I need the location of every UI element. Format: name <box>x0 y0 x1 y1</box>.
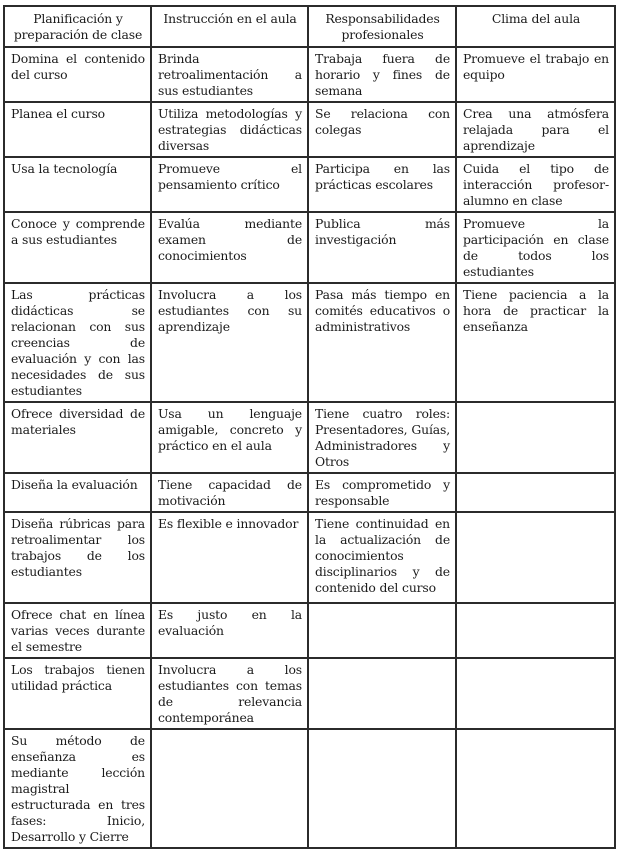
table-cell-empty <box>456 473 615 512</box>
table-cell: Publica más investigación <box>308 212 456 283</box>
header-clima: Clima del aula <box>456 6 615 47</box>
table-cell: Crea una atmósfera relajada para el aprendizaje <box>456 102 615 157</box>
table-cell: Usa un lenguaje amigable, concreto y práctico en el aula <box>151 402 308 473</box>
table-cell: Evalúa mediante examen de conocimientos <box>151 212 308 283</box>
table-cell: Utiliza metodologías y estrategias didácticas diversas <box>151 102 308 157</box>
table-cell: Tiene cuatro roles: Presentadores, Guías, Administradores y Otros <box>308 402 456 473</box>
table-row <box>4 102 615 157</box>
table-cell: Pasa más tiempo en comités educativos o administrativos <box>308 283 456 402</box>
table-cell: Tiene paciencia a la hora de practicar la enseñanza <box>456 283 615 402</box>
table-cell-empty <box>456 603 615 658</box>
table-cell: Es flexible e innovador <box>151 512 308 603</box>
table-cell: Domina el contenido del curso <box>4 47 151 102</box>
table-row <box>4 212 615 283</box>
table-cell: Promueve el pensamiento crítico <box>151 157 308 212</box>
table-cell: Promueve la participación en clase de todos los estudiantes <box>456 212 615 283</box>
table-cell: Diseña la evaluación <box>4 473 151 512</box>
table-cell: Tiene capacidad de motivación <box>151 473 308 512</box>
table-cell: Involucra a los estudiantes con su aprendizaje <box>151 283 308 402</box>
table-row <box>4 157 615 212</box>
table-cell: Trabaja fuera de horario y fines de semana <box>308 47 456 102</box>
table-cell: Promueve el trabajo en equipo <box>456 47 615 102</box>
table-cell: Brinda retroalimentación a sus estudiantes <box>151 47 308 102</box>
table-cell-empty <box>308 603 456 658</box>
header-planificacion: Planificación y preparación de clase <box>4 6 151 47</box>
table-row <box>4 283 615 402</box>
table-row <box>4 402 615 473</box>
table-cell: Planea el curso <box>4 102 151 157</box>
table-cell: Tiene continuidad en la actualización de conocimientos disciplinarios y de contenido del curso <box>308 512 456 603</box>
table-cell: Usa la tecnología <box>4 157 151 212</box>
table-cell-empty <box>151 729 308 848</box>
table-cell: Las prácticas didácticas se relacionan con sus creencias de evaluación y con las necesidades de sus estudiantes <box>4 283 151 402</box>
table-row <box>4 47 615 102</box>
table-cell-empty <box>456 402 615 473</box>
table-cell-empty <box>456 729 615 848</box>
header-instruccion: Instrucción en el aula <box>151 6 308 47</box>
table-row <box>4 473 615 512</box>
table-row <box>4 658 615 729</box>
teacher-competencies-table <box>3 5 616 849</box>
table-cell: Diseña rúbricas para retroalimentar los trabajos de los estudiantes <box>4 512 151 603</box>
table-row <box>4 729 615 848</box>
table-row <box>4 603 615 658</box>
table-header-row <box>4 6 615 47</box>
table-cell: Involucra a los estudiantes con temas de relevancia contemporánea <box>151 658 308 729</box>
header-responsabilidades: Responsabilidades profesionales <box>308 6 456 47</box>
table-row <box>4 512 615 603</box>
table-cell-empty <box>456 658 615 729</box>
table-cell: Su método de enseñanza es mediante lección magistral estructurada en tres fases: Inicio, Desarrollo y Cierre <box>4 729 151 848</box>
table-cell: Es justo en la evaluación <box>151 603 308 658</box>
table-cell: Cuida el tipo de interacción profesor-alumno en clase <box>456 157 615 212</box>
table-cell-empty <box>456 512 615 603</box>
table-cell: Ofrece diversidad de materiales <box>4 402 151 473</box>
table-cell: Se relaciona con colegas <box>308 102 456 157</box>
table-cell: Es comprometido y responsable <box>308 473 456 512</box>
table-cell-empty <box>308 729 456 848</box>
table-cell-empty <box>308 658 456 729</box>
table-cell: Los trabajos tienen utilidad práctica <box>4 658 151 729</box>
table-cell: Participa en las prácticas escolares <box>308 157 456 212</box>
table-cell: Ofrece chat en línea varias veces durante el semestre <box>4 603 151 658</box>
table-cell: Conoce y comprende a sus estudiantes <box>4 212 151 283</box>
